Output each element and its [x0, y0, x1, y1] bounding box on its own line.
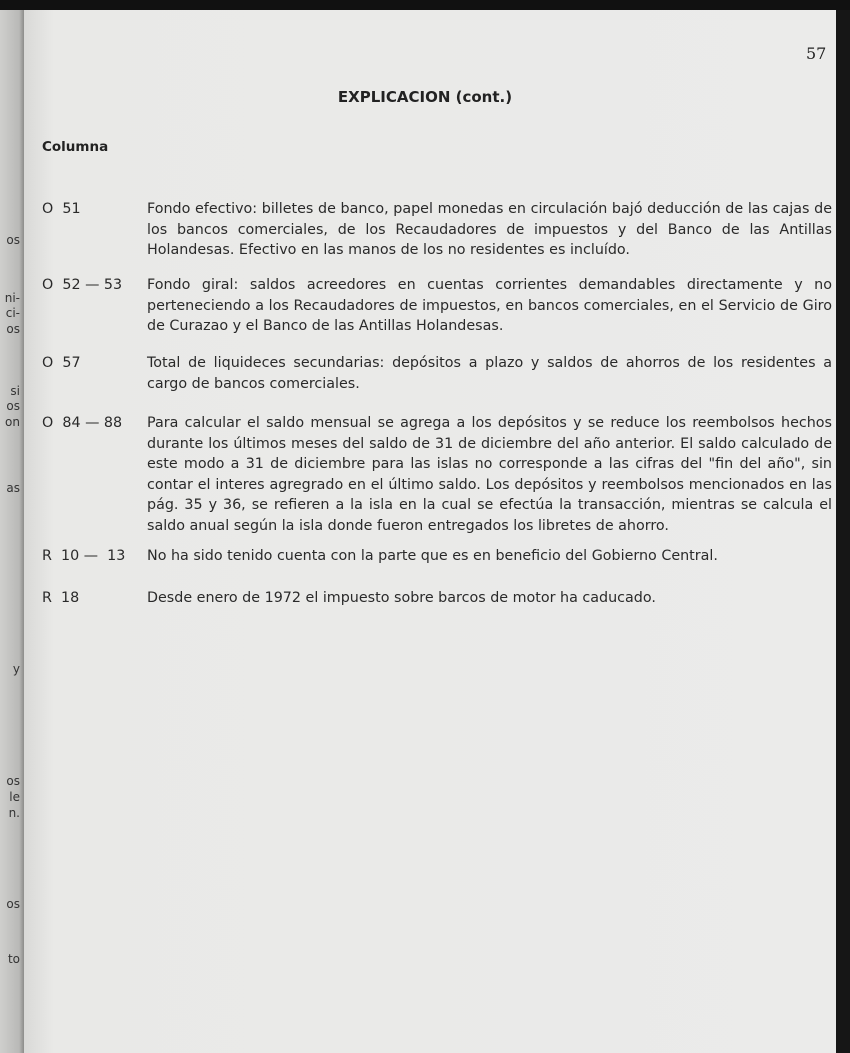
entry: [42, 413, 832, 536]
entry: [42, 199, 832, 261]
margin-fragment: on: [5, 415, 20, 429]
margin-fragment: as: [6, 481, 20, 495]
margin-fragment: ci-: [5, 306, 20, 320]
entry-text: Desde enero de 1972 el impuesto sobre barcos de motor ha caducado.: [147, 590, 656, 606]
entry-text: Para calcular el saldo mensual se agrega a los depósitos y se reduce los reembolsos hechos durante los últimos meses del saldo de 31 de diciembre del año anterior. El saldo calculado de este modo a 31 de diciembre para las islas no corresponde a las cifras del "fin del año", sin contar el interes agregrado en el último saldo. Los depósitos y reembolsos mencionados en las pág. 35 y 36, se refieren a la isla en la cual se efectúa la transacción, mientras se calcula el saldo anual según la isla donde fueron entregados los libretes de ahorro.: [147, 415, 832, 534]
entry-label: R 18: [42, 590, 80, 606]
entry-label: O 84 — 88: [42, 415, 123, 431]
page-edge: [836, 10, 850, 1053]
entry-text: No ha sido tenido cuenta con la parte que es en beneficio del Gobierno Central.: [147, 548, 718, 564]
margin-fragment: os: [6, 399, 20, 413]
margin-fragment: os: [6, 897, 20, 911]
margin-fragment: le: [9, 790, 20, 804]
column-header: Columna: [42, 139, 109, 155]
entry: [42, 275, 832, 337]
margin-fragment: n.: [8, 806, 20, 820]
entry: [42, 588, 832, 609]
margin-fragment: ni-: [4, 291, 20, 305]
entry-text: Fondo efectivo: billetes de banco, papel monedas en circulación bajó deducción de las cajas de los bancos comerciales, de los Recaudadores de impuestos y del Banco de las Antillas Holandesas. Efectivo en las manos de los no residentes es incluído.: [147, 201, 832, 258]
entry: [42, 353, 832, 394]
margin-fragment: si: [10, 384, 20, 398]
entry-label: O 51: [42, 201, 81, 217]
margin-fragment: os: [6, 322, 20, 336]
entry: [42, 546, 832, 567]
margin-fragment: os: [6, 774, 20, 788]
margin-fragment: os: [6, 233, 20, 247]
entry-label: O 52 — 53: [42, 277, 123, 293]
entry-text: Fondo giral: saldos acreedores en cuentas corrientes demandables directamente y no perteneciendo a los Recaudadores de impuestos, en bancos comerciales, en el Servicio de Giro de Curazao y el Banco de las Antillas Holandesas.: [147, 277, 832, 334]
entry-label: R 10 — 13: [42, 548, 126, 564]
page-number: 57: [806, 44, 827, 63]
margin-fragment: y: [12, 662, 20, 676]
entry-label: O 57: [42, 355, 81, 371]
entry-text: Total de liquideces secundarias: depósitos a plazo y saldos de ahorros de los residentes a cargo de bancos comerciales.: [147, 355, 832, 392]
page-title: EXPLICACION (cont.): [337, 88, 513, 106]
margin-fragment: to: [7, 952, 20, 966]
